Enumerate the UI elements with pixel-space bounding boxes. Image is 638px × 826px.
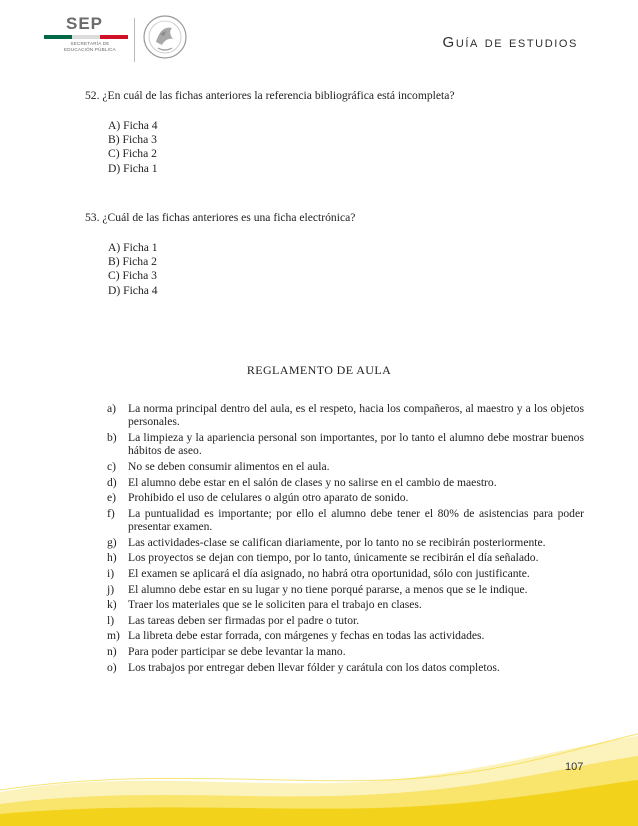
rule-item: [107, 645, 584, 658]
rule-text: No se deben consumir alimentos en el aula.: [128, 460, 330, 473]
rule-text: El alumno debe estar en su lugar y no tiene porqué pararse, a menos que se le indique.: [128, 582, 528, 596]
guide-title: Guía de estudios: [442, 34, 578, 51]
rule-item: [107, 476, 584, 489]
header-divider: [134, 18, 135, 62]
rule-item: [107, 661, 584, 674]
sep-logo-color-bar: [44, 35, 128, 39]
rule-text: Para poder participar se debe levantar la mano.: [128, 644, 346, 658]
rule-item: [107, 583, 584, 596]
rule-letter: c): [107, 460, 117, 473]
rule-letter: m): [107, 629, 120, 643]
rule-text: Los trabajos por entregar deben llevar fólder y carátula con los datos completos.: [128, 660, 500, 674]
option-item: D) Ficha 1: [108, 161, 158, 175]
national-seal-icon: [142, 12, 188, 62]
question-53: 53. ¿Cuál de las fichas anteriores es una ficha electrónica?: [85, 211, 356, 224]
option-item: A) Ficha 4: [108, 119, 158, 132]
rule-text: La norma principal dentro del aula, es el respeto, hacia los compañeros, al maestro y a los objetos personales.: [128, 402, 584, 429]
option-item: B) Ficha 2: [108, 255, 157, 269]
rule-item: [107, 629, 584, 642]
rule-item: [107, 460, 584, 473]
rule-letter: b): [107, 431, 117, 444]
rule-item: [107, 431, 584, 458]
sep-logo-word: SEP: [66, 14, 104, 33]
rule-text: Traer los materiales que se le soliciten para el trabajo en clases.: [128, 598, 422, 612]
rule-letter: d): [107, 475, 117, 489]
rule-letter: e): [107, 491, 117, 505]
rule-text: Las tareas deben ser firmadas por el padre o tutor.: [128, 613, 360, 627]
option-item: D) Ficha 4: [108, 283, 158, 297]
rule-letter: g): [107, 535, 117, 549]
rule-text: El examen se aplicará el día asignado, no habrá otra oportunidad, sólo con justificante.: [128, 566, 530, 580]
page-header: [0, 0, 638, 70]
rule-item: [107, 567, 584, 580]
rule-letter: j): [107, 582, 115, 596]
rule-text: La libreta debe estar forrada, con márgenes y fechas en todas las actividades.: [128, 629, 485, 643]
question-52: 52. ¿En cuál de las fichas anteriores la referencia bibliográfica está incompleta?: [85, 89, 455, 102]
sep-logo-subtitle: SECRETARÍA DE EDUCACIÓN PÚBLICA: [64, 41, 116, 52]
rule-text: El alumno debe estar en el salón de clases y no salirse en el cambio de maestro.: [128, 475, 497, 489]
footer-wave-decoration: [0, 730, 638, 826]
rule-item: [107, 551, 584, 564]
rule-letter: k): [107, 598, 117, 612]
rule-letter: i): [107, 566, 115, 580]
option-item: A) Ficha 1: [108, 241, 158, 254]
option-item: C) Ficha 3: [108, 269, 157, 283]
option-item: C) Ficha 2: [108, 147, 157, 161]
sep-logo: [44, 14, 128, 58]
rule-item: [107, 614, 584, 627]
question-52-options: [108, 119, 158, 176]
rule-item: [107, 402, 584, 429]
option-item: B) Ficha 3: [108, 133, 157, 147]
rule-item: [107, 507, 584, 534]
rule-item: [107, 598, 584, 611]
rule-letter: f): [107, 506, 115, 520]
rule-text: Prohibido el uso de celulares o algún otro aparato de sonido.: [128, 491, 409, 505]
rules-title: REGLAMENTO DE AULA: [246, 363, 392, 377]
rule-letter: l): [107, 613, 115, 627]
rule-letter: a): [107, 402, 117, 415]
question-53-options: [108, 241, 158, 298]
rule-text: La limpieza y la apariencia personal son importantes, por lo tanto el alumno debe mostrar buenos hábitos de aseo.: [128, 431, 584, 458]
rule-text: Las actividades-clase se califican diariamente, por lo tanto no se recibirán posteriormente.: [128, 535, 546, 549]
rules-list: [107, 402, 584, 676]
rule-letter: n): [107, 644, 117, 658]
rule-item: [107, 536, 584, 549]
rule-text: La puntualidad es importante; por ello el alumno debe tener el 80% de asistencias para poder presentar examen.: [128, 506, 584, 534]
rule-text: Los proyectos se dejan con tiempo, por lo tanto, únicamente se recibirán el día señalado.: [128, 551, 539, 565]
rule-letter: h): [107, 551, 117, 565]
rule-letter: o): [107, 660, 117, 674]
page-number: 107: [565, 761, 584, 773]
rule-item: [107, 491, 584, 504]
